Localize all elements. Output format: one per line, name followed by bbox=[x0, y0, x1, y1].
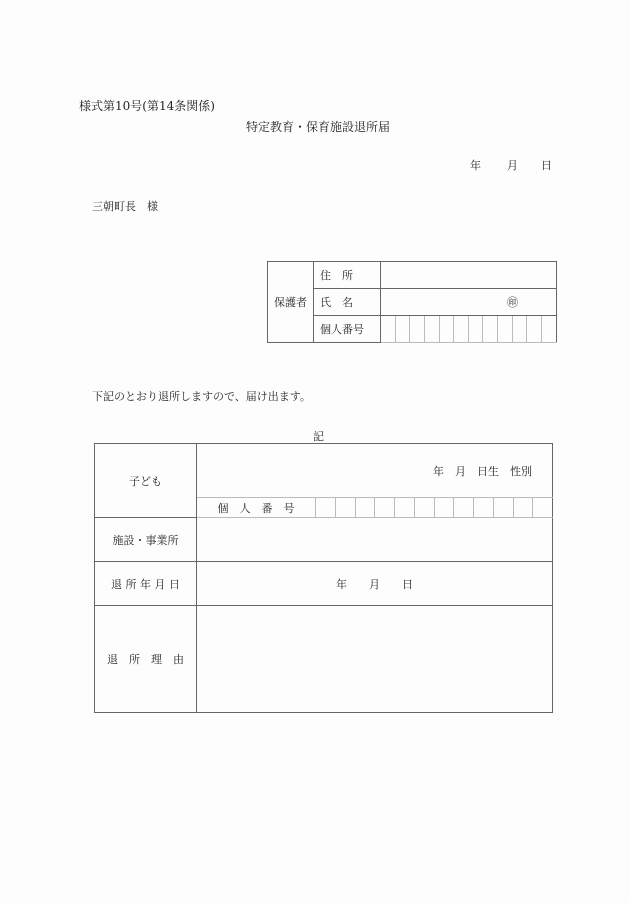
child-id-cell[interactable] bbox=[513, 498, 533, 518]
guardian-table bbox=[267, 261, 557, 343]
statement: 下記のとおり退所しますので、届け出ます。 bbox=[92, 390, 311, 403]
address-field[interactable] bbox=[381, 262, 557, 289]
child-id-cell[interactable] bbox=[375, 498, 395, 518]
id-cell[interactable] bbox=[454, 316, 469, 343]
id-cell[interactable] bbox=[395, 316, 410, 343]
child-id-cell[interactable] bbox=[474, 498, 494, 518]
id-cell[interactable] bbox=[483, 316, 498, 343]
document-title: 特定教育・保育施設退所届 bbox=[246, 120, 391, 134]
date-year: 年 bbox=[470, 159, 481, 172]
id-cell[interactable] bbox=[468, 316, 483, 343]
name-label: 氏 名 bbox=[314, 289, 381, 316]
id-cell[interactable] bbox=[381, 316, 396, 343]
main-table bbox=[94, 443, 553, 713]
child-id-cell[interactable] bbox=[395, 498, 415, 518]
child-id-cell[interactable] bbox=[355, 498, 375, 518]
id-cell[interactable] bbox=[439, 316, 454, 343]
id-cell[interactable] bbox=[498, 316, 513, 343]
id-cell[interactable] bbox=[424, 316, 439, 343]
leave-date-label: 退 所 年 月 日 bbox=[95, 562, 197, 606]
child-label: 子ども bbox=[95, 444, 197, 518]
child-id-label: 個 人 番 号 bbox=[197, 498, 316, 518]
id-cell[interactable] bbox=[541, 316, 556, 343]
addressee: 三朝町長 様 bbox=[92, 200, 158, 213]
child-id-cell[interactable] bbox=[434, 498, 454, 518]
guardian-label: 保護者 bbox=[268, 262, 314, 343]
form-number: 様式第10号(第14条関係) bbox=[79, 99, 215, 113]
id-label: 個人番号 bbox=[314, 316, 381, 343]
child-birth-gender[interactable]: 年 月 日生 性別 bbox=[197, 444, 553, 498]
child-id-cell[interactable] bbox=[316, 498, 336, 518]
address-label: 住 所 bbox=[314, 262, 381, 289]
id-cell[interactable] bbox=[527, 316, 542, 343]
child-id-cell[interactable] bbox=[533, 498, 553, 518]
seal-icon: ㊞ bbox=[507, 296, 518, 309]
id-cell[interactable] bbox=[410, 316, 425, 343]
child-id-cell[interactable] bbox=[454, 498, 474, 518]
id-cell[interactable] bbox=[512, 316, 527, 343]
child-id-cell[interactable] bbox=[414, 498, 434, 518]
child-id-cell[interactable] bbox=[493, 498, 513, 518]
facility-label: 施設・事業所 bbox=[95, 518, 197, 562]
ki-label: 記 bbox=[313, 430, 324, 443]
leave-date-field[interactable]: 年 月 日 bbox=[197, 562, 553, 606]
child-id-cell[interactable] bbox=[335, 498, 355, 518]
date-day: 日 bbox=[541, 159, 552, 172]
facility-field[interactable] bbox=[197, 518, 553, 562]
reason-label: 退 所 理 由 bbox=[95, 606, 197, 713]
name-field[interactable] bbox=[381, 289, 557, 316]
date-month: 月 bbox=[507, 159, 518, 172]
reason-field[interactable] bbox=[197, 606, 553, 713]
